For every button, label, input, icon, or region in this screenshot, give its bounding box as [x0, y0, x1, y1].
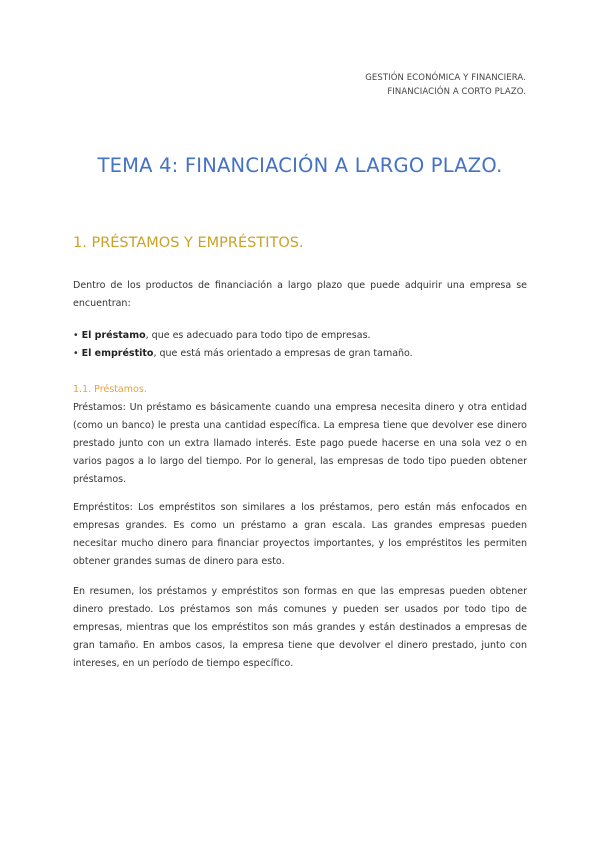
bullet-term: El préstamo: [81, 330, 146, 341]
paragraph-resumen: En resumen, los préstamos y empréstitos son formas en que las empresas pueden obtener dinero prestado. Los préstamos son más comunes y pueden ser usados por todo tipo de empresas, mientras que los empréstitos son más grandes y están destinados a empresas de gran tamaño. En ambos casos, la empresa tiene que devolver el dinero prestado, junto con intereses, en un período de tiempo específico.: [73, 586, 527, 669]
bullet-term: El empréstito: [81, 348, 154, 359]
paragraph-prestamos: Préstamos: Un préstamo es básicamente cuando una empresa necesita dinero y otra entidad (como un banco) le presta una cantidad específica. La empresa tiene que devolver ese dinero prestado junto con un extra llamado interés. Este pago puede hacerse en una sola vez o en varios pagos a lo largo del tiempo. Por lo general, las empresas de todo tipo pueden obtener préstamos.: [73, 402, 527, 485]
section-heading: 1. PRÉSTAMOS Y EMPRÉSTITOS.: [73, 235, 304, 251]
intro-paragraph: Dentro de los productos de financiación a largo plazo que puede adquirir una empresa se encuentran:: [73, 280, 527, 309]
page-header: [365, 71, 526, 99]
bullet-text: , que está más orientado a empresas de gran tamaño.: [153, 348, 413, 359]
bullet-dot: •: [73, 348, 79, 359]
document-title: TEMA 4: FINANCIACIÓN A LARGO PLAZO.: [97, 154, 503, 177]
paragraph-emprestitos: Empréstitos: Los empréstitos son similares a los préstamos, pero están más enfocados en empresas grandes. Es como un préstamo a gran escala. Las grandes empresas pueden necesitar mucho dinero para financiar proyectos importantes, y los empréstitos les permiten obtener grandes sumas de dinero para esto.: [73, 502, 527, 567]
header-line-2: FINANCIACIÓN A CORTO PLAZO.: [387, 87, 526, 97]
bullet-text: , que es adecuado para todo tipo de empresas.: [145, 330, 371, 341]
subsection-heading: 1.1. Préstamos.: [73, 384, 147, 395]
bullet-item: [73, 345, 527, 363]
bullet-list: [73, 327, 527, 363]
bullet-dot: •: [73, 330, 79, 341]
header-line-1: GESTIÓN ECONÓMICA Y FINANCIERA.: [365, 73, 526, 83]
bullet-item: [73, 327, 527, 345]
